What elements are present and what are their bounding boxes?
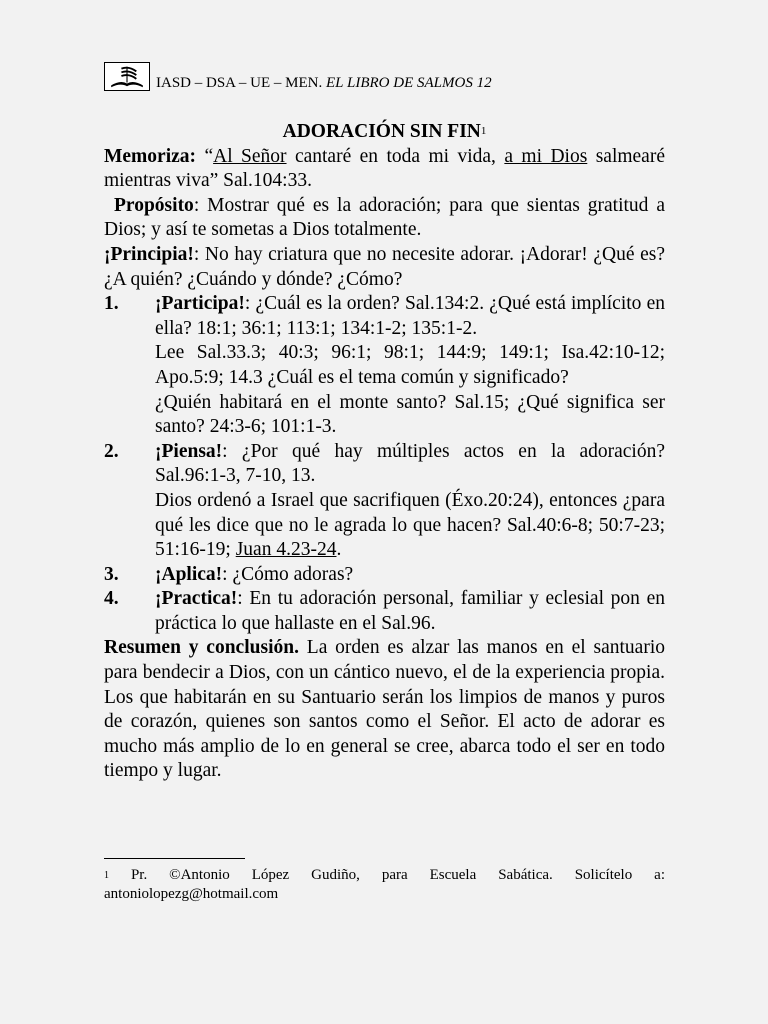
list-item-2: 2. ¡Piensa!: ¿Por qué hay múltiples actos en la adoración? Sal.96:1-3, 7-10, 13. Dios ordenó a Israel que sacrifiquen (Éxo.20:24), entonces ¿para qué les dice que no le agrada lo que hacen? Sal.40:6-8; 50:7-23; 51:16-19; Juan 4.23-24.	[104, 440, 665, 561]
footnote-separator	[104, 858, 245, 859]
proposito-paragraph: Propósito: Mostrar qué es la adoración; para que sientas gratitud a Dios; y así te sometas a Dios totalmente.	[104, 194, 665, 241]
juan-reference: Juan 4.23-24	[235, 539, 337, 561]
main-content	[104, 120, 665, 784]
principia-paragraph: ¡Principia!: No hay criatura que no necesite adorar. ¡Adorar! ¿Qué es? ¿A quién? ¿Cuándo y dónde? ¿Cómo?	[104, 243, 665, 290]
page-header	[104, 61, 492, 91]
page-title: ADORACIÓN SIN FIN$^1$	[282, 121, 487, 142]
list-item-3: 3. ¡Aplica!: ¿Cómo adoras?	[104, 563, 354, 585]
footnote: $^1$ Pr. ©Antonio López Gudiño, para Escuela Sabática. Solicítelo a: antoniolopezg@hotmail.com	[104, 867, 665, 902]
resumen-paragraph: Resumen y conclusión. La orden es alzar las manos en el santuario para bendecir a Dios, con un cántico nuevo, el de la experiencia propia. Los que habitarán en su Santuario serán los limpios de manos y puros de corazón, quienes son santos como el Señor. El acto de adorar es mucho más amplio de lo en general se cree, abarca todo el ser en todo tiempo y lugar.	[104, 637, 665, 782]
list-item-1: 1. ¡Participa!: ¿Cuál es la orden? Sal.134:2. ¿Qué está implícito en ella? 18:1; 36:1; 113:1; 134:1-2; 135:1-2. Lee Sal.33.3; 40:3; 96:1; 98:1; 144:9; 149:1; Isa.42:10-12; Apo.5:9; 14.3 ¿Cuál es el tema común y significado? ¿Quién habitará en el monte santo? Sal.15; ¿Qué significa ser santo? 24:3-6; 101:1-3.	[104, 293, 665, 438]
church-logo-icon	[104, 62, 150, 91]
header-text: IASD – DSA – UE – MEN. EL LIBRO DE SALMOS 12	[156, 75, 492, 91]
memoriza-paragraph: Memoriza: “Al Señor cantaré en toda mi vida, a mi Dios salmearé mientras viva” Sal.104:33.	[104, 145, 665, 192]
footnote-ref: 1	[480, 125, 487, 137]
list-item-4: 4. ¡Practica!: En tu adoración personal, familiar y eclesial pon en práctica lo que hallaste en el Sal.96.	[104, 588, 665, 634]
